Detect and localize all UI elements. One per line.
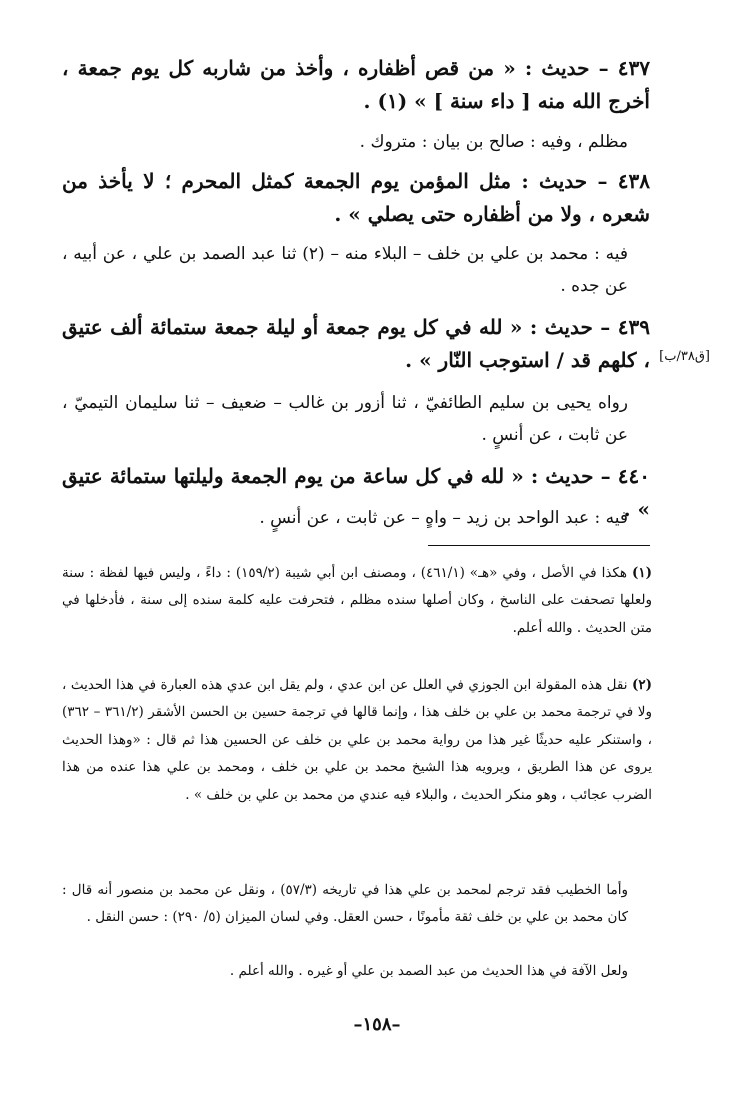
footnote-2-conclusion: ولعل الآفة في هذا الحديث من عبد الصمد بن علي أو غيره . والله أعلم .: [229, 963, 628, 979]
footnote-2-continuation: وأما الخطيب فقد ترجم لمحمد بن علي هذا في تاريخه (٥٧/٣) ، ونقل عن محمد بن منصور أنه قال : كان محمد بن علي بن خلف ثقة مأمونًا ، حسن العقل. وفي لسان الميزان (٥/ ٢٩٠) : حسن النقل .: [62, 882, 629, 926]
hadith-438-comment: فيه : محمد بن علي بن خلف – البلاء منه – (٢) ثنا عبد الصمد بن علي ، عن أبيه ، عن جده .: [62, 244, 628, 296]
footnote-1: [62, 560, 652, 642]
hadith-440-comment: فيه : عبد الواحد بن زيد – واهٍ – عن ثابت ، عن أنسٍ .: [259, 508, 628, 528]
hadith-437: ٤٣٧ – حديث : « من قص أظفاره ، وأخذ من شاربه كل يوم جمعة ، أخرج الله منه [ داء سنة ] » (١) .: [62, 56, 650, 113]
hadith-440: ٤٤٠ – حديث : « لله في كل ساعة من يوم الجمعة وليلتها ستمائة عتيق » .: [62, 464, 650, 521]
hadith-437-comment: مظلم ، وفيه : صالح بن بيان : متروك .: [359, 132, 628, 152]
footnote-1-number: (١): [631, 565, 652, 581]
footnote-2-text: نقل هذه المقولة ابن الجوزي في العلل عن ابن عدي ، ولم يقل ابن عدي هذه العبارة في هذا الحديث ، ولا في ترجمة محمد بن علي بن خلف هذا ، وإنما قالها في ترجمة حسين بن الحسن الأشقر (٣٦١/٢ – ٣٦٢) ، واستنكر عليه حديثًا غير هذا من رواية محمد بن علي بن خلف عن الحسين هذا ثم قال : «وهذا الحديث يروى عن هذا الطريق ، ويرويه هذا الشيخ محمد بن علي بن خلف ، ومحمد بن علي هذا عنده من هذا الضرب عجائب ، وهو منكر الحديث ، والبلاء فيه عندي من محمد بن علي بن خلف » .: [62, 677, 652, 803]
footnote-2: [62, 672, 652, 809]
hadith-439: ٤٣٩ – حديث : « لله في كل يوم جمعة أو ليلة جمعة ستمائة ألف عتيق ، كلهم قد / استوجب النّار » .: [62, 315, 650, 372]
hadith-438: ٤٣٨ – حديث : مثل المؤمن يوم الجمعة كمثل المحرم ؛ لا يأخذ من شعره ، ولا من أظفاره حتى يصلي » .: [62, 169, 650, 226]
footnote-2-number: (٢): [631, 677, 653, 693]
page-number: –١٥٨–: [353, 1014, 401, 1035]
footnote-1-text: هكذا في الأصل ، وفي «هـ» (٤٦١/١) ، ومصنف ابن أبي شيبة (١٥٩/٢) : داءً ، وليس فيها لفظة : سنة ولعلها تصحفت على الناسخ ، وكان أصلها سنده مظلم ، فتحرفت عليه كلمة سنده إلى سنة ، فأدخلها في متن الحديث . والله أعلم.: [62, 565, 652, 636]
hadith-439-comment: رواه يحيى بن سليم الطائفيّ ، ثنا أزور بن غالب – ضعيف – ثنا سليمان التيميّ ، عن ثابت ، عن أنسٍ .: [62, 393, 628, 445]
manuscript-folio-note: [ق٣٨/ب]: [659, 349, 710, 364]
footnote-separator: [428, 545, 650, 546]
